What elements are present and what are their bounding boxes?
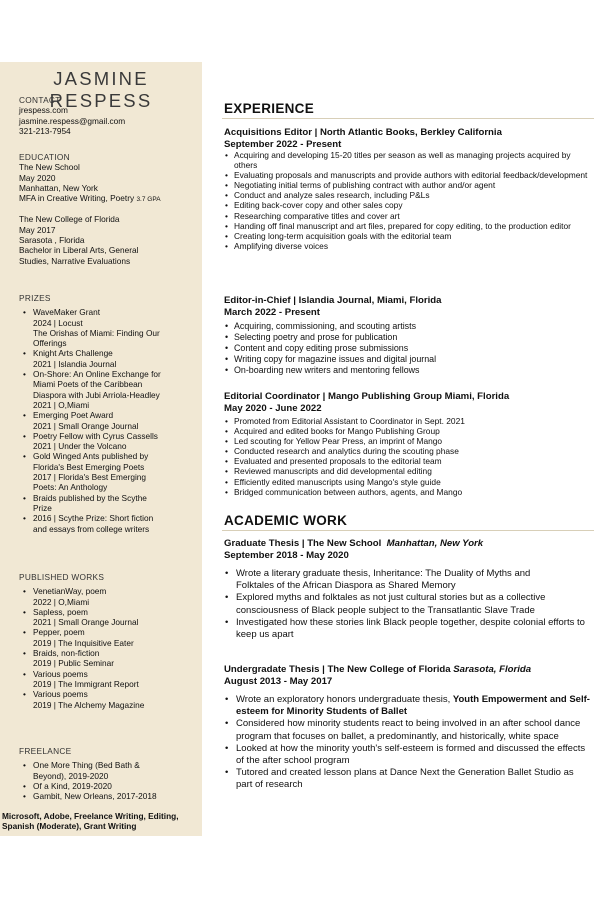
edu-place-2: Sarasota , Florida [19,235,85,246]
freelance-item-line [19,760,201,770]
published-work-line [19,607,201,617]
published-section [19,572,201,710]
bullet-icon: • [23,648,26,659]
prize-line: 2021 | O,Miami [33,399,90,410]
skills-line-2: Spanish (Moderate), Grant Writing [2,821,137,832]
published-work-text: VenetianWay, poem [33,586,107,597]
published-work-line: 2022 | O,Miami [33,596,90,607]
job2-dates: March 2022 - Present [224,306,320,318]
prize-line: Poets: An Anthology [33,482,108,493]
prize-line [19,513,201,523]
bullet-icon: • [23,430,26,441]
prize-line [19,410,201,420]
job2-bullet: • Selecting poetry and prose for publication [234,332,590,343]
bullet-icon: • [23,760,26,771]
edu-degree-1-text: MFA in Creative Writing, Poetry [19,193,135,204]
graduate-thesis-bullets [224,568,590,641]
freelance-item-line [19,781,201,791]
job3-bullet: • Acquired and edited books for Mango Publishing Group [234,426,590,436]
published-work-text: Various poems [33,668,88,679]
bullet-icon: • [23,492,26,503]
job1-bullet: • Negotiating initial terms of publishing contract with author and/or agent [234,180,590,190]
prize-line: 2021 | Islandia Journal [33,358,117,369]
prizes-section [19,293,201,534]
undergrad-location: Sarasota, Florida [453,664,532,675]
undergrad-bullet-1b: Youth Empowerment and Self-esteem for Minority Students of Ballet [236,694,590,718]
freelance-item-text: Of a Kind, 2019-2020 [33,780,112,791]
job3-bullet: • Efficiently edited manuscripts using Mango's style guide [234,477,590,487]
job3-dates: May 2020 - June 2022 [224,402,322,414]
prize-text: Emerging Poet Award [33,410,114,421]
undergrad-bullet-4: • Tutored and created lesson plans at Dance Next the Generation Ballet Studio as part of research [236,767,590,791]
edu-degree-1 [19,193,201,205]
job1-bullet: • Acquiring and developing 15-20 titles per season as well as managing projects acquired by others [234,150,590,170]
grad-bullet-2: • Explored myths and folktales as not just cultural stories but as a collective consciousness of Black people subject to the Transatlantic Slave Trade [236,592,590,616]
prize-line: Florida's Best Emerging Poets [33,461,145,472]
job-editorial-coordinator [224,391,590,497]
job1-bullet: • Evaluating proposals and manuscripts and provide authors with editorial feedback/development [234,170,590,180]
undergrad-bullet-3: • Looked at how the minority youth's self-esteem is formed and discussed the effects of the after school program [236,743,590,767]
edu-date-2: May 2017 [19,224,56,235]
bullet-icon: • [23,348,26,359]
grad-dates: September 2018 - May 2020 [224,549,349,561]
undergrad-bullet-1 [236,694,590,718]
edu-degree-2a: Bachelor in Liberal Arts, General [19,245,139,256]
published-work-text: Pepper, poem [33,627,85,638]
undergrad-bullet-1a: Wrote an exploratory honors undergraduate thesis, [236,694,451,705]
bullet-icon: • [23,668,26,679]
edu-school-2: The New College of Florida [19,214,120,225]
job1-bullet: • Creating long-term acquisition goals with the editorial team [234,231,590,241]
bullet-icon: • [23,586,26,597]
job2-bullet: • Acquiring, commissioning, and scouting artists [234,321,590,332]
job3-bullet: • Reviewed manuscripts and did developmental editing [234,466,590,476]
published-work-line: 2019 | The Alchemy Magazine [33,699,145,710]
job2-bullet: • Writing copy for magazine issues and digital journal [234,354,590,365]
job3-bullet: • Led scouting for Yellow Pear Press, an imprint of Mango [234,436,590,446]
job-acquisitions-editor [224,127,590,251]
graduate-thesis [224,538,590,562]
job1-bullet: • Editing back-cover copy and other sales copy [234,200,590,210]
prize-line: 2021 | Under the Volcano [33,441,127,452]
job3-bullet: • Promoted from Editorial Assistant to Coordinator in Sept. 2021 [234,416,590,426]
freelance-list [19,760,201,801]
grad-bullet-1a: Wrote a literary graduate thesis, Inheritance: The Duality of Myths and [236,568,531,579]
grad-title-text: Graduate Thesis | The New School [224,538,382,549]
bullet-icon: • [23,627,26,638]
grad-bullet-3: • Investigated how these stories link Black people together, despite colonial efforts to keep us apart [236,617,590,641]
job1-title: Acquisitions Editor | North Atlantic Books, Berkley California [224,127,502,138]
published-heading: PUBLISHED WORKS [19,572,105,582]
published-work-line [19,689,201,699]
job3-bullet: • Evaluated and presented proposals to the editorial team [234,456,590,466]
edu-school-1: The New School [19,162,80,173]
job1-dates: September 2022 - Present [224,138,342,150]
freelance-item-text: Gambit, New Orleans, 2017-2018 [33,791,157,802]
prizes-list [19,307,201,534]
published-work-line: 2019 | Public Seminar [33,658,115,669]
published-work-text: Various poems [33,689,88,700]
job1-bullet: • Conduct and analyze sales research, including P&Ls [234,190,590,200]
prize-text: On-Shore: An Online Exchange for [33,369,161,380]
job2-bullet: • Content and copy editing prose submissions [234,343,590,354]
experience-divider [222,118,594,119]
job1-bullet: • Amplifying diverse voices [234,241,590,251]
undergrad-bullet-2: • Considered how minority students react to being involved in an after school dance program that focuses on ballet, a predominantly, and historically, white space [236,718,590,742]
published-work-line: 2021 | Small Orange Journal [33,617,139,628]
job2-bullets [224,321,590,376]
prize-line: 2024 | Locust [33,317,83,328]
skills-list [2,811,202,832]
grad-location: Manhattan, New York [386,538,484,549]
job3-title: Editorial Coordinator | Mango Publishing Group Miami, Florida [224,391,510,402]
undergrad-dates: August 2013 - May 2017 [224,675,333,687]
undergraduate-thesis [224,664,590,688]
edu-gpa-1: 3.7 GPA [136,196,161,204]
prize-line: Miami Poets of the Caribbean [33,379,143,390]
prize-line [19,493,201,503]
job-editor-in-chief [224,295,590,376]
prize-line [19,348,201,358]
undergrad-title [224,664,590,676]
undergraduate-thesis-bullets [224,694,590,792]
bullet-icon: • [23,689,26,700]
contact-email[interactable]: jasmine.respess@gmail.com [19,115,126,126]
edu-place-1: Manhattan, New York [19,182,98,193]
published-work-text: Braids, non-fiction [33,648,100,659]
edu-date-1: May 2020 [19,172,56,183]
skills-line-1: Microsoft, Adobe, Freelance Writing, Editing, [2,811,179,821]
prize-line: Prize [33,502,52,513]
contact-heading: CONTACT [19,95,61,105]
published-work-line [19,586,201,596]
prizes-heading: PRIZES [19,293,51,303]
job1-bullet: • Researching comparative titles and cover art [234,211,590,221]
bullet-icon: • [23,369,26,380]
job2-bullet: • On-boarding new writers and mentoring fellows [234,365,590,376]
job3-bullet: • Bridged communication between authors, agents, and Mango [234,487,590,497]
job3-bullet: • Conducted research and analytics during the scouting phase [234,446,590,456]
education-section [19,152,201,266]
bullet-icon: • [23,410,26,421]
prize-line [19,431,201,441]
undergrad-bullets [224,694,590,792]
published-work-text: Sapless, poem [33,606,88,617]
contact-section [19,95,201,136]
edu-degree-2b: Studies, Narrative Evaluations [19,255,131,266]
freelance-heading: FREELANCE [19,746,72,756]
published-work-line: 2019 | The Inquisitive Eater [33,637,134,648]
prize-text: Knight Arts Challenge [33,348,113,359]
resume-name: JASMINE RESPESS [49,68,153,111]
job2-title: Editor-in-Chief | Islandia Journal, Miami, Florida [224,295,442,306]
job1-bullets [224,150,590,251]
bullet-icon: • [23,606,26,617]
prize-line: The Orishas of Miami: Finding Our [33,327,160,338]
academic-divider [222,530,594,531]
prize-line: 2021 | Small Orange Journal [33,420,139,431]
prize-line [19,307,201,317]
freelance-section [19,746,201,801]
prize-line: Diaspora with Jubi Arriola-Headley [33,389,160,400]
prize-line: Offerings [33,338,67,349]
prize-text: Gold Winged Ants published by [33,451,149,462]
prize-line: and essays from college writers [33,523,150,534]
bullet-icon: • [23,513,26,524]
published-work-line [19,627,201,637]
prize-line [19,451,201,461]
bullet-icon: • [23,791,26,802]
education-heading: EDUCATION [19,152,70,162]
job1-bullet: • Handing off final manuscript and art files, prepared for copy editing, to the production editor [234,221,590,231]
academic-heading: ACADEMIC WORK [224,513,348,528]
contact-website[interactable]: jrespess.com [19,105,68,116]
freelance-item-line [19,791,201,801]
job3-bullets [224,416,590,497]
grad-title [224,538,590,550]
published-work-line: 2019 | The Immigrant Report [33,678,139,689]
published-work-line [19,648,201,658]
contact-phone: 321-213-7954 [19,125,71,136]
prize-line: 2017 | Florida's Best Emerging [33,472,147,483]
grad-bullet-1 [236,568,590,592]
grad-bullets [224,568,590,641]
bullet-icon: • [23,780,26,791]
prize-line [19,369,201,379]
freelance-item-text: One More Thing (Bed Bath & [33,760,140,771]
grad-bullet-1b: Folktales of the African Diaspora as Shared Memory [236,580,456,592]
bullet-icon: • [23,451,26,462]
freelance-item-line: Beyond), 2019-2020 [33,770,109,781]
prize-text: WaveMaker Grant [33,307,101,318]
undergrad-title-text: Undergradate Thesis | The New College of Florida [224,664,451,675]
published-list [19,586,201,710]
prize-text: Braids published by the Scythe [33,492,147,503]
published-work-line [19,669,201,679]
bullet-icon: • [23,307,26,318]
prize-text: 2016 | Scythe Prize: Short fiction [33,513,154,524]
experience-heading: EXPERIENCE [224,101,315,116]
prize-text: Poetry Fellow with Cyrus Cassells [33,430,158,441]
